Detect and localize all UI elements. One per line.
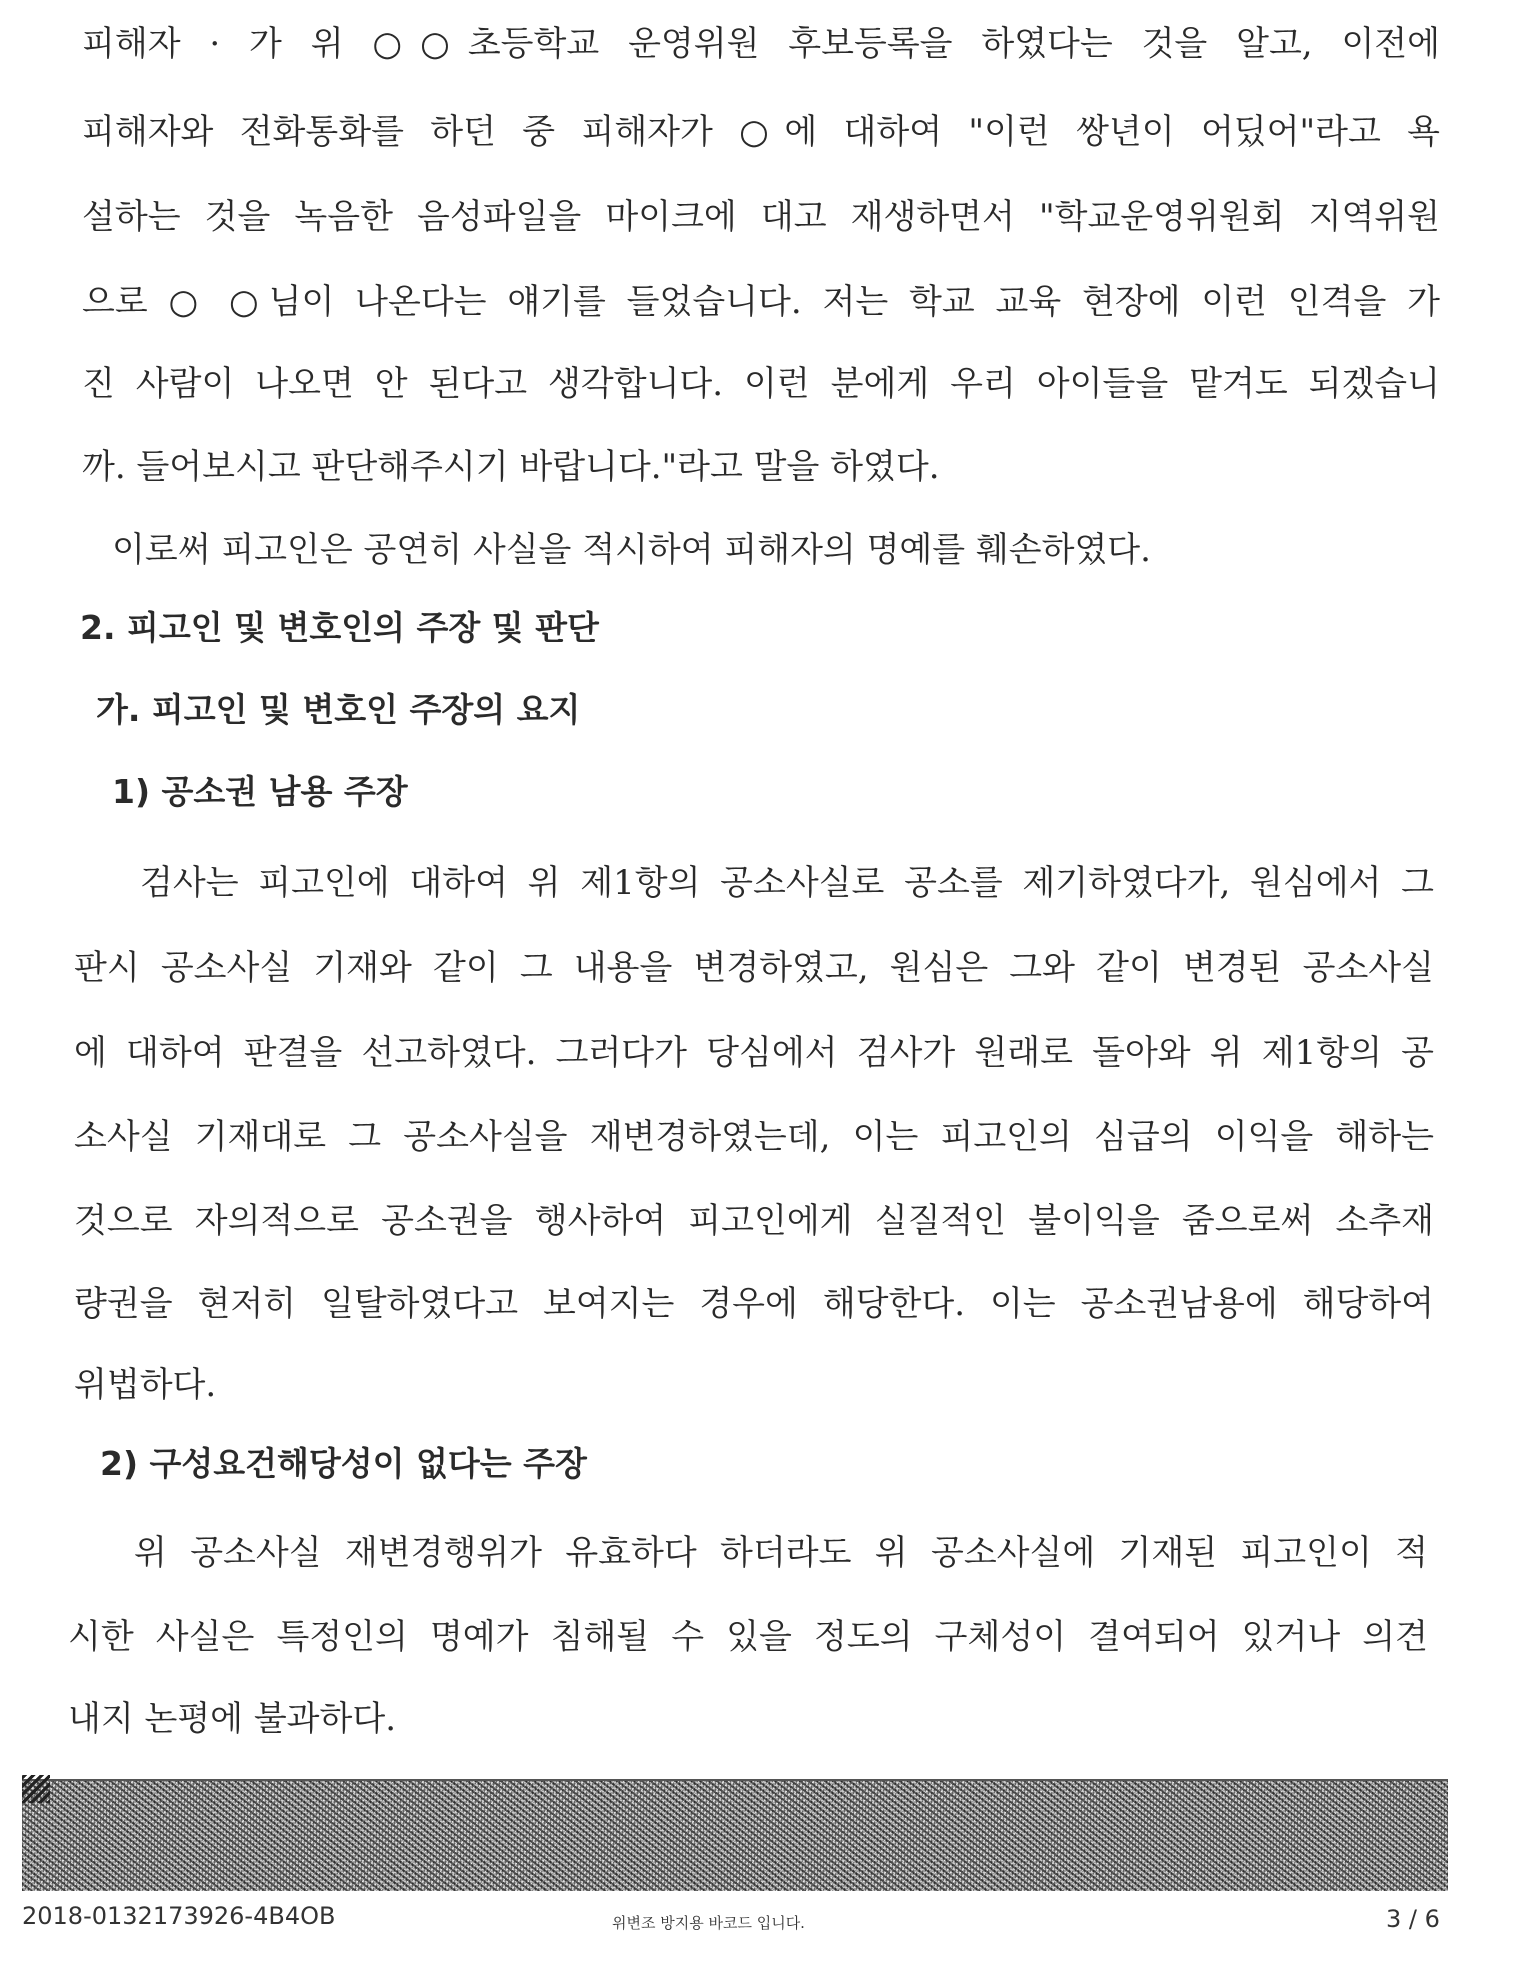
item-heading-2: 2) 구성요건해당성이 없다는 주장 [100, 1444, 587, 1483]
body-line-12: 것으로 자의적으로 공소권을 행사하여 피고인에게 실질적인 불이익을 줌으로써 소추재 [74, 1201, 1434, 1241]
item-heading-1: 1) 공소권 남용 주장 [112, 772, 408, 811]
document-id: 2018-0132173926-4B4OB [22, 1902, 336, 1930]
section-heading-2: 2. 피고인 및 변호인의 주장 및 판단 [80, 608, 599, 647]
body-line-6: 까. 들어보시고 판단해주시기 바랍니다."라고 말을 하였다. [82, 447, 940, 487]
body-line-1: 피해자 · 가 위 ○○초등학교 운영위원 후보등록을 하였다는 것을 알고, 이전에 [82, 24, 1440, 64]
anti-forgery-barcode [22, 1779, 1448, 1891]
body-line-8: 검사는 피고인에 대하여 위 제1항의 공소사실로 공소를 제기하였다가, 원심에서 그 [140, 863, 1434, 903]
body-line-14: 위법하다. [74, 1365, 217, 1405]
body-line-10: 에 대하여 판결을 선고하였다. 그러다가 당심에서 검사가 원래로 돌아와 위 제1항의 공 [74, 1033, 1434, 1073]
page-number: 3 / 6 [1386, 1905, 1440, 1933]
body-line-2: 피해자와 전화통화를 하던 중 피해자가 ○에 대하여 "이런 쌍년이 어딨어"라고 욕 [82, 112, 1440, 152]
body-line-13: 량권을 현저히 일탈하였다고 보여지는 경우에 해당한다. 이는 공소권남용에 해당하여 [74, 1284, 1434, 1324]
body-line-15: 위 공소사실 재변경행위가 유효하다 하더라도 위 공소사실에 기재된 피고인이 적 [134, 1533, 1428, 1573]
barcode-note: 위변조 방지용 바코드 입니다. [612, 1914, 805, 1932]
body-line-9: 판시 공소사실 기재와 같이 그 내용을 변경하였고, 원심은 그와 같이 변경된 공소사실 [74, 948, 1434, 988]
barcode-corner-mark [22, 1775, 50, 1803]
body-line-4: 으로 ○ ○님이 나온다는 얘기를 들었습니다. 저는 학교 교육 현장에 이런 인격을 가 [82, 282, 1440, 322]
subsection-heading-ga: 가. 피고인 및 변호인 주장의 요지 [96, 690, 581, 729]
body-line-3: 설하는 것을 녹음한 음성파일을 마이크에 대고 재생하면서 "학교운영위원회 지역위원 [82, 197, 1440, 237]
body-line-11: 소사실 기재대로 그 공소사실을 재변경하였는데, 이는 피고인의 심급의 이익을 해하는 [74, 1117, 1434, 1157]
body-line-16: 시한 사실은 특정인의 명예가 침해될 수 있을 정도의 구체성이 결여되어 있거나 의견 [68, 1617, 1428, 1657]
body-line-7: 이로써 피고인은 공연히 사실을 적시하여 피해자의 명예를 훼손하였다. [112, 530, 1151, 570]
body-line-17: 내지 논평에 불과하다. [68, 1699, 397, 1739]
body-line-5: 진 사람이 나오면 안 된다고 생각합니다. 이런 분에게 우리 아이들을 맡겨도 되겠습니 [82, 364, 1440, 404]
